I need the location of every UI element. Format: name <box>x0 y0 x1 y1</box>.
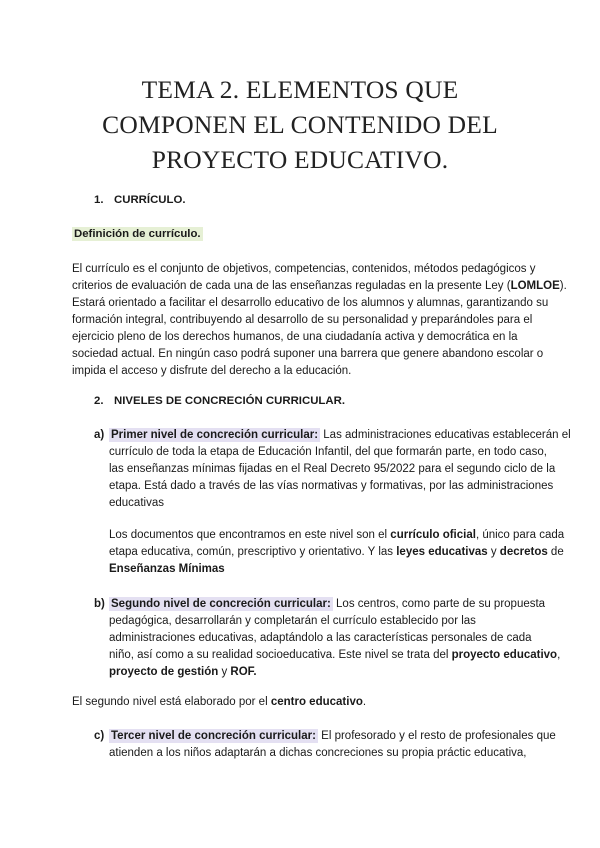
text-line: currículo de toda la etapa de Educación Infantil, del que formarán parte, en todo caso, <box>109 446 547 458</box>
definition-paragraph <box>72 261 567 380</box>
text-line: Tercer nivel de concreción curricular: El profesorado y el resto de profesionales que <box>111 730 556 742</box>
item-c-paragraph <box>109 728 556 762</box>
text-line: Primer nivel de concreción curricular: Las administraciones educativas establecerán el <box>111 429 571 441</box>
section-1-heading <box>94 194 186 206</box>
text-line: atienden a los niños adaptarán a dichas concreciones su propia práctic educativa, <box>109 747 527 759</box>
text-line: formación integral, contribuyendo al desarrollo de su personalidad y preparándoles para el <box>72 314 533 326</box>
list-marker: c) <box>94 730 105 742</box>
item-a-paragraph <box>109 427 571 512</box>
item-b-paragraph <box>109 596 560 681</box>
text-line: administraciones educativas, adaptándolo a las características personales de cada <box>109 632 532 644</box>
text-line: El currículo es el conjunto de objetivos, competencias, contenidos, métodos pedagógicos y <box>72 263 536 275</box>
title-line: PROYECTO EDUCATIVO. <box>151 145 449 174</box>
list-marker: a) <box>94 429 105 441</box>
text-line: Segundo nivel de concreción curricular: Los centros, como parte de su propuesta <box>111 598 546 610</box>
text-line: Enseñanzas Mínimas <box>109 563 225 575</box>
definition-heading <box>72 228 203 240</box>
text-line: impida el acceso y disfrute del derecho a la educación. <box>72 365 352 377</box>
section-2-heading <box>94 395 345 407</box>
section-title: CURRÍCULO. <box>114 194 186 206</box>
text-line: Estará orientado a facilitar el desarrollo educativo de los alumnos y alumnas, garantizando su <box>72 297 549 309</box>
text-line: Los documentos que encontramos en este nivel son el currículo oficial, único para cada <box>109 529 565 541</box>
text-line: proyecto de gestión y ROF. <box>109 666 257 678</box>
text-line: pedagógica, desarrollarán y completarán el currículo establecido por las <box>109 615 476 627</box>
text-line: niño, así como a su realidad socioeducativa. Este nivel se trata del proyecto educativo, <box>109 649 561 661</box>
list-marker: b) <box>94 598 105 610</box>
title-line: COMPONEN EL CONTENIDO DEL <box>102 110 498 139</box>
section-number: 2. <box>94 395 104 407</box>
text-line: las enseñanzas mínimas fijadas en el Real Decreto 95/2022 para el segundo ciclo de la <box>109 463 556 475</box>
item-a-documents-paragraph <box>109 527 564 578</box>
text-line: El segundo nivel está elaborado por el centro educativo. <box>72 696 367 708</box>
title-line: TEMA 2. ELEMENTOS QUE <box>141 75 459 104</box>
text-line: sociedad actual. En ningún caso podrá suponer una barrera que genere abandono escolar o <box>72 348 544 360</box>
section-number: 1. <box>94 194 104 206</box>
text-line: educativas <box>109 497 164 509</box>
text-line: criterios de evaluación de cada una de las enseñanzas reguladas en la presente Ley (LOMLOE). <box>72 280 567 292</box>
highlighted-text: Definición de currículo. <box>74 228 201 240</box>
section-title: NIVELES DE CONCRECIÓN CURRICULAR. <box>114 395 345 407</box>
page-title <box>40 72 560 177</box>
text-line: ejercicio pleno de los derechos humanos, de una ciudadanía activa y democrática en la <box>72 331 518 343</box>
second-level-note <box>72 694 366 711</box>
text-line: etapa. Está dado a través de las vías normativas y formativas, por las administraciones <box>109 480 554 492</box>
text-line: etapa educativa, común, prescriptivo y orientativo. Y las leyes educativas y decretos de <box>109 546 564 558</box>
